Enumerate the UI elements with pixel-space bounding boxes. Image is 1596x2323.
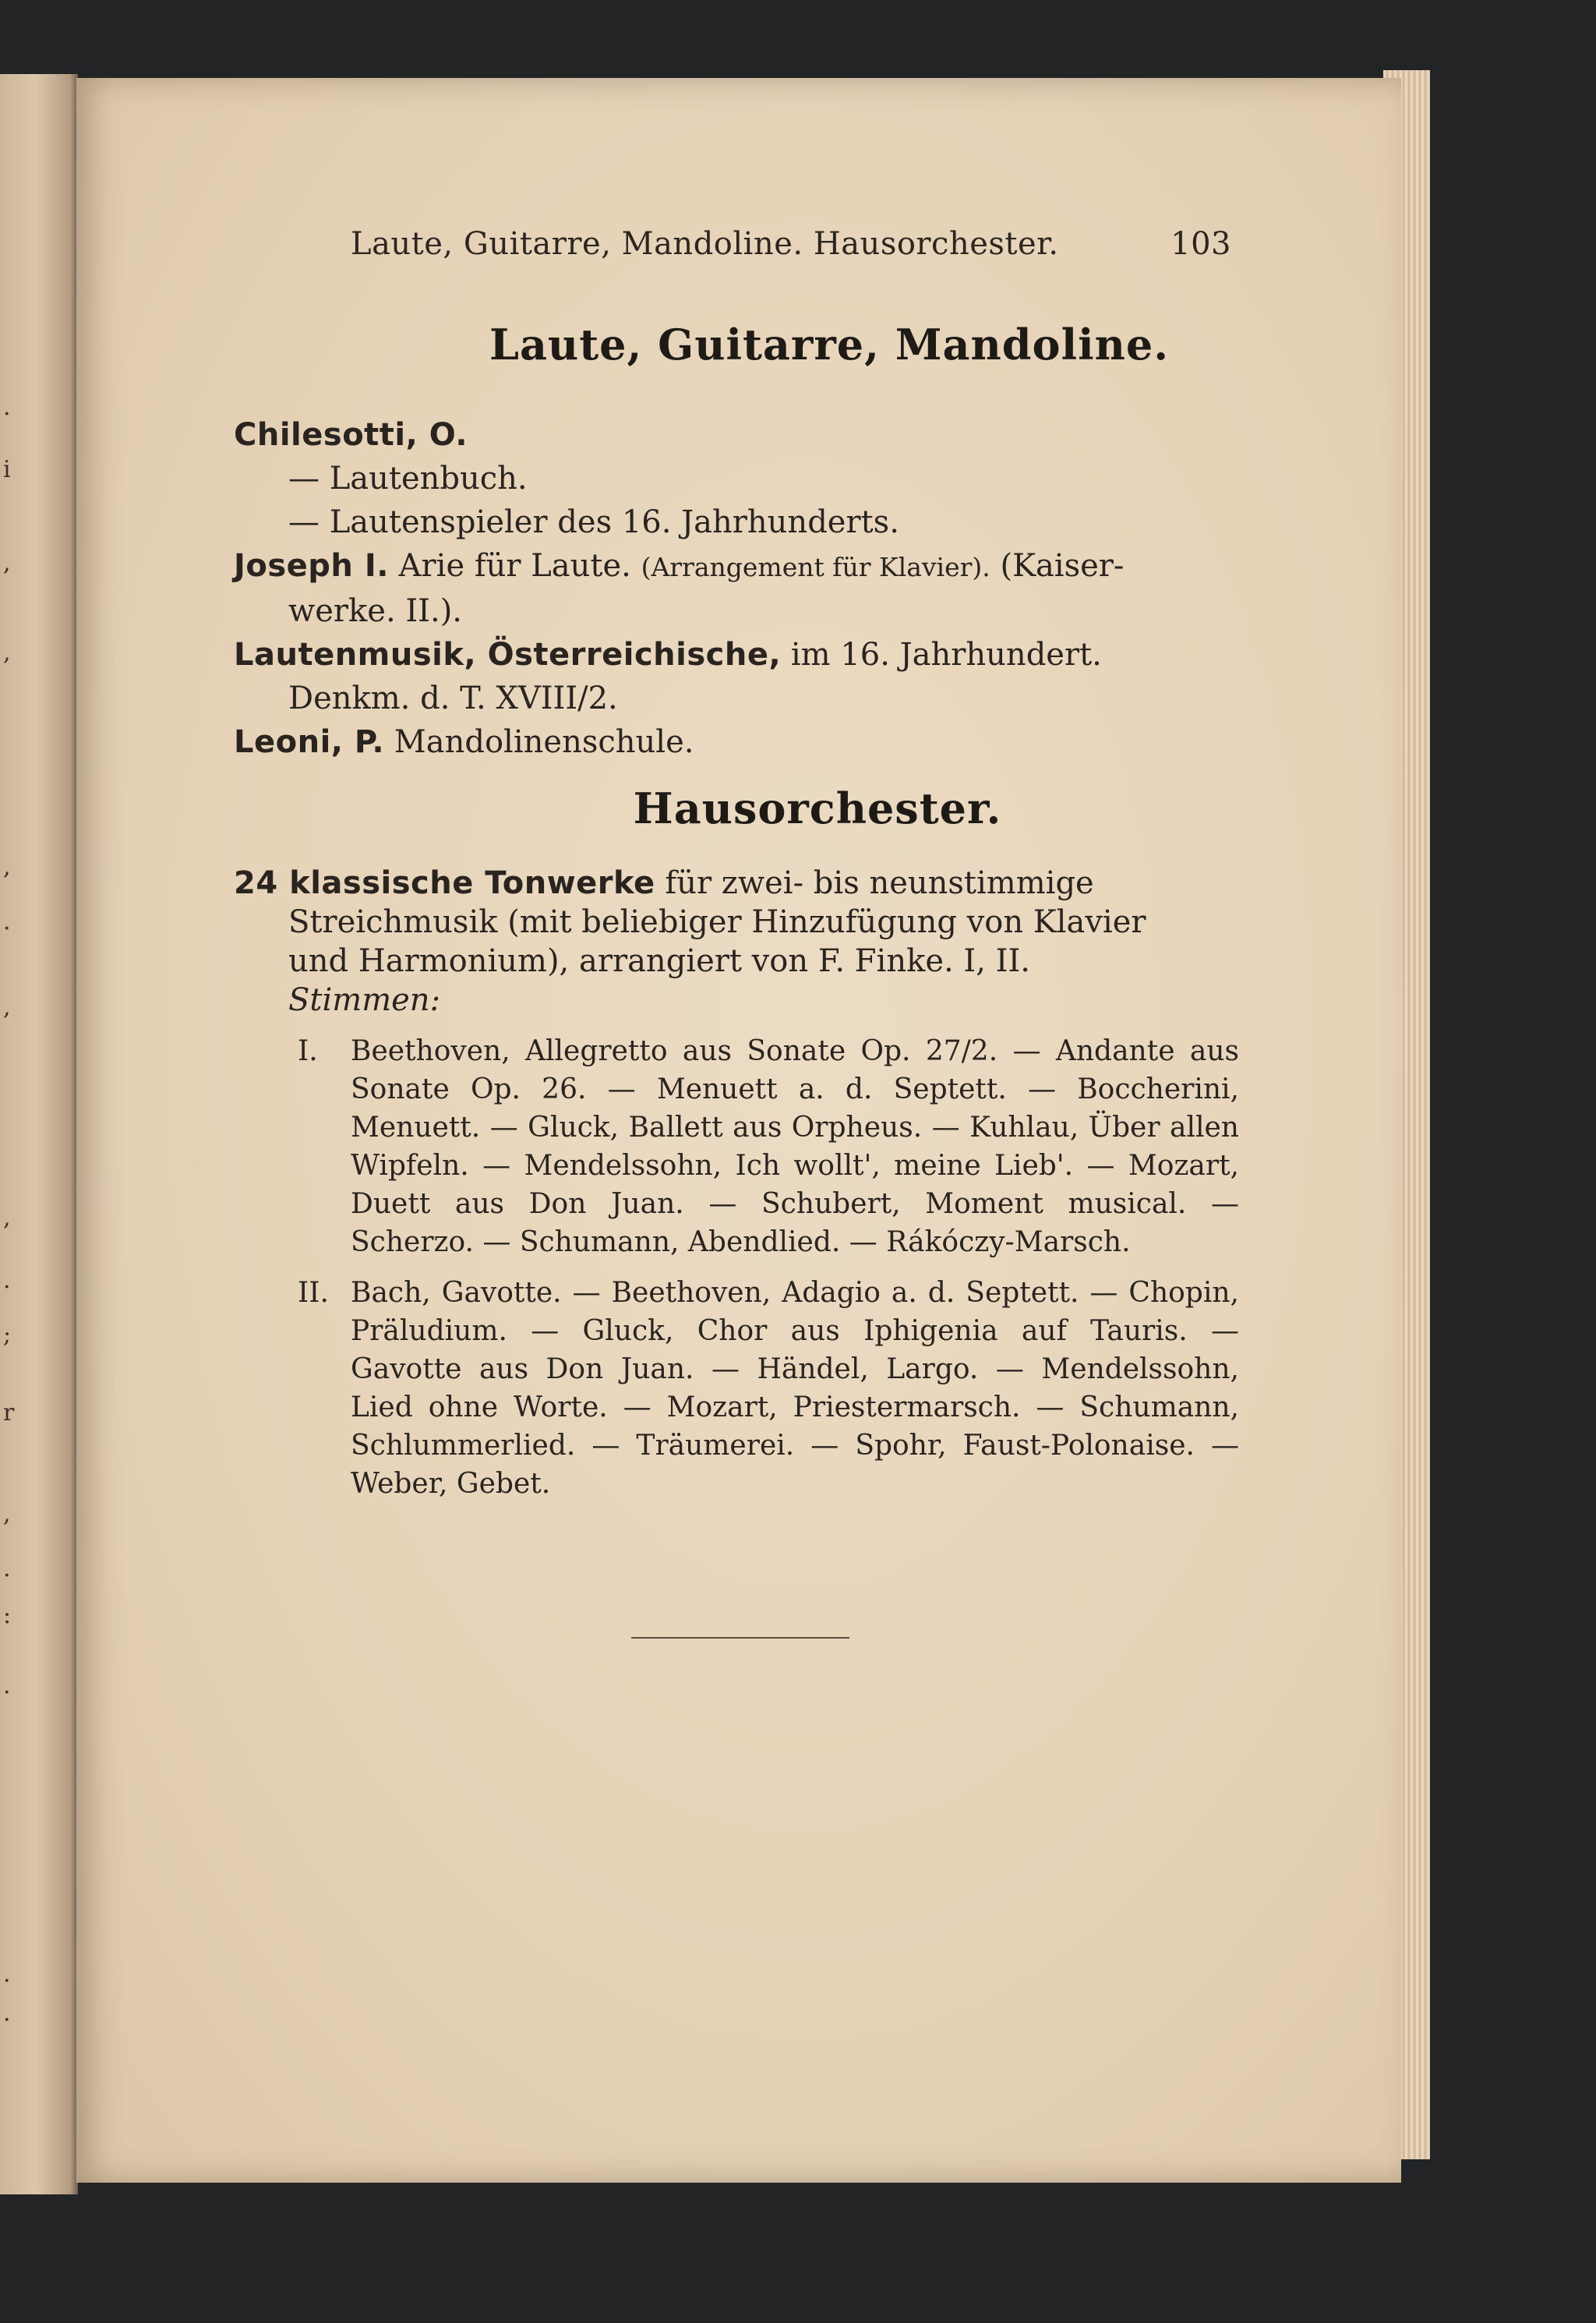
running-head-title: Laute, Guitarre, Mandoline. Hausorchester.: [351, 226, 1059, 262]
entry-name: Chilesotti, O.: [234, 417, 468, 453]
section-heading-hausorchester: Hausorchester.: [633, 783, 1002, 833]
section-heading-laute: Laute, Guitarre, Mandoline.: [489, 320, 1170, 369]
entry-text: — Lautenbuch.: [288, 461, 528, 497]
entry-leoni: [234, 720, 1239, 764]
entry-lautenmusik: [234, 633, 1239, 677]
entry-text: — Lautenspieler des 16. Jahrhunderts.: [288, 504, 899, 540]
section-end-rule: [631, 1637, 849, 1639]
entry-text: im 16. Jahrhundert.: [790, 637, 1102, 673]
entry-tonwerke-line1: [234, 864, 1239, 903]
entry-name: Lautenmusik, Österreichische,: [234, 637, 782, 673]
section-laute-entries: [234, 413, 1239, 764]
entry-tonwerke-line3: und Harmonium), arrangiert von F. Finke. I, II.: [288, 943, 1030, 979]
entry-text: für zwei- bis neunstimmige: [665, 865, 1094, 901]
entry-lautenspieler: [234, 500, 1239, 544]
stimmen-label: Stimmen:: [288, 982, 441, 1018]
stimme-2: [234, 1274, 1239, 1503]
entry-name: Joseph I.: [234, 548, 389, 584]
stimme-1-numeral: I.: [298, 1035, 318, 1067]
entry-name: 24 klassische Tonwerke: [234, 865, 655, 901]
entry-name: Leoni, P.: [234, 724, 385, 760]
entry-chilesotti: [234, 413, 1239, 457]
entry-note: (Arrangement für Klavier).: [641, 552, 990, 582]
entry-continuation: Denkm. d. T. XVIII/2.: [288, 681, 618, 716]
stimme-2-numeral: II.: [298, 1277, 329, 1309]
entry-joseph: [234, 544, 1239, 589]
page-number: 103: [1171, 226, 1231, 262]
section-hausorchester-entry: [234, 864, 1239, 1503]
stimme-2-text: Bach, Gavotte. — Beethoven, Adagio a. d. Septett. — Chopin, Präludium. — Gluck, Chor aus Iphigenia auf Tauris. — Gavotte aus Don Juan. — Händel, Largo. — Mendelssohn, Lied ohne Worte. — Mozart, Priestermarsch. — Schumann, Schlummerlied. — Träumerei. — Spohr, Faust-Polonaise. — Weber, Gebet.: [351, 1277, 1239, 1500]
facing-page-edge: [0, 74, 78, 2194]
entry-continuation: werke. II.).: [288, 593, 463, 629]
entry-lautenmusik-cont: [234, 677, 1239, 720]
entry-joseph-cont: [234, 589, 1239, 633]
facing-page-marks: . i , , , . , , . ; r , . : . . .: [3, 394, 15, 2027]
entry-lautenbuch: [234, 457, 1239, 500]
entry-text: Arie für Laute.: [398, 548, 631, 584]
stimme-1: [234, 1032, 1239, 1261]
entry-text: Mandolinenschule.: [394, 724, 694, 760]
entry-tonwerke-line2: Streichmusik (mit beliebiger Hinzufügung von Klavier: [288, 904, 1146, 940]
stimme-1-text: Beethoven, Allegretto aus Sonate Op. 27/2. — Andante aus Sonate Op. 26. — Menuett a. d. Septett. — Boccherini, Menuett. — Gluck, Ballett aus Orpheus. — Kuhlau, Über allen Wipfeln. — Mendelssohn, Ich wollt', meine Lieb'. — Mozart, Duett aus Don Juan. — Schubert, Moment musical. — Scherzo. — Schumann, Abendlied. — Rákóczy-Marsch.: [351, 1035, 1239, 1258]
entry-text-2: (Kaiser-: [1000, 548, 1125, 584]
